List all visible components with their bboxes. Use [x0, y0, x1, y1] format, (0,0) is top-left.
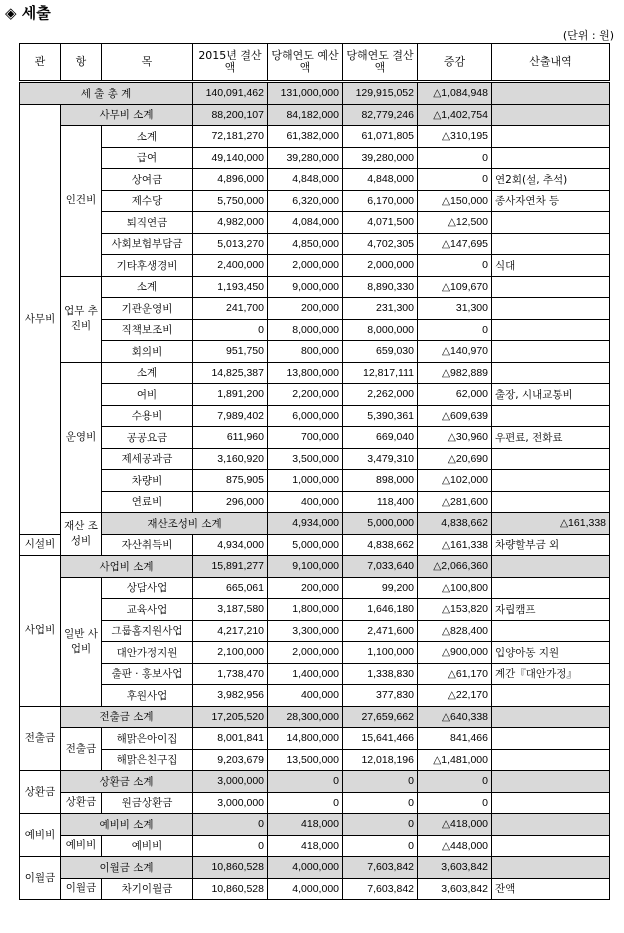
cell-v2015: 17,205,520: [193, 706, 268, 728]
cell-budget: 4,850,000: [268, 233, 343, 255]
cell-note: 식대: [492, 255, 610, 277]
group-saeopbi: 사업비: [20, 556, 61, 707]
header-mok: 목: [102, 44, 193, 82]
cell-v2015: 4,982,000: [193, 212, 268, 234]
cell-diff: △448,000: [418, 835, 492, 857]
cell-budget: 4,084,000: [268, 212, 343, 234]
cell-actual: 659,030: [343, 341, 418, 363]
cell-actual: 377,830: [343, 685, 418, 707]
cell-actual: 0: [343, 814, 418, 836]
cell-note: 잔액: [492, 878, 610, 900]
item-label: 상여금: [102, 169, 193, 191]
cell-actual: 6,170,000: [343, 190, 418, 212]
cell-diff: △100,800: [418, 577, 492, 599]
cell-v2015: 49,140,000: [193, 147, 268, 169]
cell-actual: 898,000: [343, 470, 418, 492]
header-2015: 2015년 결산액: [193, 44, 268, 82]
cell-diff: 31,300: [418, 298, 492, 320]
cell-actual: 39,280,000: [343, 147, 418, 169]
cell-diff: △982,889: [418, 362, 492, 384]
subtotal-label: 이월금 소계: [61, 857, 193, 879]
table-row: [20, 599, 610, 621]
cell-diff: △609,639: [418, 405, 492, 427]
cell-diff: △140,970: [418, 341, 492, 363]
cell-v2015: 3,000,000: [193, 792, 268, 814]
cell-actual: 1,646,180: [343, 599, 418, 621]
cell-budget: 84,182,000: [268, 104, 343, 126]
item-label: 소계: [102, 362, 193, 384]
item-label: 그룹홈지원사업: [102, 620, 193, 642]
table-row: [20, 233, 610, 255]
cell-budget: 8,000,000: [268, 319, 343, 341]
header-hang: 항: [61, 44, 102, 82]
cell-note: [492, 405, 610, 427]
cell-diff: △109,670: [418, 276, 492, 298]
item-label: 차량비: [102, 470, 193, 492]
cell-actual: 3,479,310: [343, 448, 418, 470]
item-label: 교육사업: [102, 599, 193, 621]
cell-note: 입양아동 지원: [492, 642, 610, 664]
cell-budget: 131,000,000: [268, 82, 343, 105]
cell-diff: △102,000: [418, 470, 492, 492]
subtotal-label: 재산조성비 소계: [102, 513, 268, 535]
table-row: [20, 427, 610, 449]
cell-actual: 1,338,830: [343, 663, 418, 685]
cell-actual: 4,838,662: [418, 513, 492, 535]
cell-note: 종사자연차 등: [492, 190, 610, 212]
item-label: 출판 · 홍보사업: [102, 663, 193, 685]
cell-diff: △1,402,754: [418, 104, 492, 126]
cell-diff: 0: [418, 792, 492, 814]
cell-budget: 2,000,000: [268, 642, 343, 664]
cell-note: [492, 298, 610, 320]
cell-note: [492, 835, 610, 857]
cell-budget: 2,200,000: [268, 384, 343, 406]
item-label: 소계: [102, 126, 193, 148]
item-label: 해맑은아이집: [102, 728, 193, 750]
cell-actual: 4,071,500: [343, 212, 418, 234]
table-row: [20, 82, 610, 105]
cell-budget: 700,000: [268, 427, 343, 449]
table-row: [20, 642, 610, 664]
cell-v2015: 0: [193, 835, 268, 857]
cell-actual: 1,100,000: [343, 642, 418, 664]
cell-budget: 28,300,000: [268, 706, 343, 728]
cell-note: [492, 147, 610, 169]
cell-diff: △20,690: [418, 448, 492, 470]
cell-diff: △418,000: [418, 814, 492, 836]
cell-diff: 3,603,842: [418, 857, 492, 879]
table-row: [20, 577, 610, 599]
cell-v2015: 3,187,580: [193, 599, 268, 621]
table-row: [20, 792, 610, 814]
group-siseolbi: 시설비: [20, 534, 61, 556]
cell-note: [492, 556, 610, 578]
cell-diff: △153,820: [418, 599, 492, 621]
subtotal-label: 사업비 소계: [61, 556, 193, 578]
group-ilban: 일반 사업비: [61, 577, 102, 706]
cell-budget: 5,000,000: [268, 534, 343, 556]
cell-note: [492, 212, 610, 234]
table-row: [20, 448, 610, 470]
table-row: [20, 620, 610, 642]
group-iwolgeum: 이월금: [61, 878, 102, 900]
table-row: [20, 857, 610, 879]
group-ingeonbi: 인건비: [61, 126, 102, 277]
item-label: 기관운영비: [102, 298, 193, 320]
cell-v2015: 0: [193, 319, 268, 341]
cell-budget: 418,000: [268, 814, 343, 836]
cell-v2015: 1,738,470: [193, 663, 268, 685]
cell-actual: 4,702,305: [343, 233, 418, 255]
cell-v2015: 2,100,000: [193, 642, 268, 664]
cell-diff: △1,481,000: [418, 749, 492, 771]
item-label: 사회보험부담금: [102, 233, 193, 255]
table-row: [20, 276, 610, 298]
total-label: 세 출 총 계: [20, 82, 193, 105]
cell-note: [492, 341, 610, 363]
cell-diff: △161,338: [418, 534, 492, 556]
cell-v2015: 72,181,270: [193, 126, 268, 148]
subtotal-label: 상환금 소계: [61, 771, 193, 793]
cell-actual: 0: [343, 771, 418, 793]
item-label: 수용비: [102, 405, 193, 427]
item-label: 여비: [102, 384, 193, 406]
group-yebibi: 예비비: [61, 835, 102, 857]
table-row: [20, 362, 610, 384]
cell-note: 자립캠프: [492, 599, 610, 621]
cell-diff: △22,170: [418, 685, 492, 707]
cell-budget: 2,000,000: [268, 255, 343, 277]
cell-note: [492, 685, 610, 707]
cell-note: [492, 362, 610, 384]
group-jeonchulgeum: 전출금: [20, 706, 61, 771]
cell-diff: △30,960: [418, 427, 492, 449]
cell-budget: 39,280,000: [268, 147, 343, 169]
cell-v2015: 9,203,679: [193, 749, 268, 771]
cell-v2015: 2,400,000: [193, 255, 268, 277]
table-row: [20, 835, 610, 857]
subtotal-label: 전출금 소계: [61, 706, 193, 728]
cell-note: [492, 857, 610, 879]
cell-actual: 7,603,842: [343, 857, 418, 879]
cell-budget: 418,000: [268, 835, 343, 857]
cell-v2015: 665,061: [193, 577, 268, 599]
cell-diff: △147,695: [418, 233, 492, 255]
cell-actual: 4,848,000: [343, 169, 418, 191]
cell-note: [492, 448, 610, 470]
cell-diff: △61,170: [418, 663, 492, 685]
cell-diff: 3,603,842: [418, 878, 492, 900]
cell-budget: 3,500,000: [268, 448, 343, 470]
cell-actual: 12,018,196: [343, 749, 418, 771]
cell-actual: 669,040: [343, 427, 418, 449]
header-note: 산출내역: [492, 44, 610, 82]
cell-actual: 2,000,000: [343, 255, 418, 277]
item-label: 회의비: [102, 341, 193, 363]
cell-actual: 129,915,052: [343, 82, 418, 105]
header-gwan: 관: [20, 44, 61, 82]
item-label: 직책보조비: [102, 319, 193, 341]
cell-diff: 0: [418, 255, 492, 277]
item-label: 상담사업: [102, 577, 193, 599]
cell-diff: △900,000: [418, 642, 492, 664]
table-body: [20, 82, 610, 900]
table-row: [20, 728, 610, 750]
item-label: 소계: [102, 276, 193, 298]
cell-actual: 0: [343, 835, 418, 857]
cell-diff: △640,338: [418, 706, 492, 728]
cell-note: [492, 233, 610, 255]
cell-actual: 2,471,600: [343, 620, 418, 642]
expenditure-table: [19, 43, 610, 900]
cell-diff: △150,000: [418, 190, 492, 212]
cell-budget: 9,000,000: [268, 276, 343, 298]
cell-budget: 0: [268, 792, 343, 814]
table-row: [20, 255, 610, 277]
subtotal-label: 예비비 소계: [61, 814, 193, 836]
cell-v2015: 5,013,270: [193, 233, 268, 255]
cell-budget: 3,300,000: [268, 620, 343, 642]
cell-budget: 6,320,000: [268, 190, 343, 212]
cell-note: [492, 104, 610, 126]
item-label: 제수당: [102, 190, 193, 212]
unit-label: (단위 : 원): [562, 29, 614, 42]
cell-v2015: 951,750: [193, 341, 268, 363]
header-diff: 증감: [418, 44, 492, 82]
item-label: 기타후생경비: [102, 255, 193, 277]
cell-v2015: 3,982,956: [193, 685, 268, 707]
table-row: [20, 556, 610, 578]
cell-budget: 4,848,000: [268, 169, 343, 191]
cell-v2015: 611,960: [193, 427, 268, 449]
cell-v2015: 1,193,450: [193, 276, 268, 298]
group-unyeongbi: 운영비: [61, 362, 102, 513]
cell-budget: 14,800,000: [268, 728, 343, 750]
cell-v2015: 10,860,528: [193, 857, 268, 879]
cell-note: [492, 126, 610, 148]
cell-actual: 15,641,466: [343, 728, 418, 750]
cell-v2015: 8,001,841: [193, 728, 268, 750]
cell-actual: 0: [343, 792, 418, 814]
cell-v2015: 10,860,528: [193, 878, 268, 900]
cell-budget: 200,000: [268, 298, 343, 320]
cell-budget: 4,000,000: [268, 878, 343, 900]
table-row: [20, 104, 610, 126]
cell-actual: 2,262,000: [343, 384, 418, 406]
cell-budget: 9,100,000: [268, 556, 343, 578]
cell-v2015: 15,891,277: [193, 556, 268, 578]
cell-v2015: 296,000: [193, 491, 268, 513]
cell-budget: 4,000,000: [268, 857, 343, 879]
cell-v2015: 4,896,000: [193, 169, 268, 191]
group-sanghwangeum: 상환금: [61, 792, 102, 814]
cell-diff: 0: [418, 319, 492, 341]
cell-v2015: 875,905: [193, 470, 268, 492]
item-label: 예비비: [102, 835, 193, 857]
page-title: ◈ 세출: [5, 4, 51, 22]
cell-actual: 8,000,000: [343, 319, 418, 341]
cell-note: [492, 470, 610, 492]
cell-note: 연2회(설, 추석): [492, 169, 610, 191]
cell-budget: 400,000: [268, 685, 343, 707]
table-row: [20, 169, 610, 191]
cell-v2015: 3,000,000: [193, 771, 268, 793]
item-label: 자산취득비: [102, 534, 193, 556]
table-row: [20, 212, 610, 234]
table-row: [20, 341, 610, 363]
cell-note: [492, 620, 610, 642]
cell-v2015: 241,700: [193, 298, 268, 320]
cell-budget: 13,800,000: [268, 362, 343, 384]
item-label: 해맑은친구집: [102, 749, 193, 771]
cell-actual: 5,390,361: [343, 405, 418, 427]
cell-diff: 0: [418, 169, 492, 191]
table-row: [20, 298, 610, 320]
cell-actual: 231,300: [343, 298, 418, 320]
cell-actual: 8,890,330: [343, 276, 418, 298]
cell-diff: △12,500: [418, 212, 492, 234]
cell-v2015: 4,934,000: [193, 534, 268, 556]
cell-note: [492, 749, 610, 771]
cell-budget: 5,000,000: [343, 513, 418, 535]
cell-diff: △2,066,360: [418, 556, 492, 578]
cell-actual: 4,838,662: [343, 534, 418, 556]
header-actual: 당해연도 결산액: [343, 44, 418, 82]
cell-v2015: 140,091,462: [193, 82, 268, 105]
cell-note: [492, 814, 610, 836]
cell-budget: 0: [268, 771, 343, 793]
cell-note: 출장, 시내교통비: [492, 384, 610, 406]
cell-diff: 62,000: [418, 384, 492, 406]
table-row: [20, 491, 610, 513]
header-budget: 당해연도 예산액: [268, 44, 343, 82]
cell-diff: △1,084,948: [418, 82, 492, 105]
cell-v2015: 88,200,107: [193, 104, 268, 126]
cell-actual: 118,400: [343, 491, 418, 513]
cell-note: 계간『대안가정』: [492, 663, 610, 685]
group-samubi: 사무비: [20, 104, 61, 534]
table-row: [20, 685, 610, 707]
cell-note: [492, 728, 610, 750]
item-label: 퇴직연금: [102, 212, 193, 234]
item-label: 원금상환금: [102, 792, 193, 814]
table-row: [20, 878, 610, 900]
cell-actual: 82,779,246: [343, 104, 418, 126]
cell-budget: 13,500,000: [268, 749, 343, 771]
cell-v2015: 1,891,200: [193, 384, 268, 406]
table-row: [20, 663, 610, 685]
cell-actual: 12,817,111: [343, 362, 418, 384]
cell-budget: 800,000: [268, 341, 343, 363]
table-row: [20, 771, 610, 793]
cell-actual: 7,603,842: [343, 878, 418, 900]
group-jaesan: 재산 조성비: [61, 513, 102, 556]
cell-v2015: 3,160,920: [193, 448, 268, 470]
cell-note: [492, 82, 610, 105]
cell-v2015: 4,934,000: [268, 513, 343, 535]
cell-v2015: 5,750,000: [193, 190, 268, 212]
cell-budget: 200,000: [268, 577, 343, 599]
table-row: [20, 706, 610, 728]
table-row: [20, 470, 610, 492]
table-row: [20, 534, 610, 556]
cell-note: [492, 276, 610, 298]
header-row: [20, 44, 610, 82]
cell-diff: △828,400: [418, 620, 492, 642]
table-row: [20, 749, 610, 771]
item-label: 후원사업: [102, 685, 193, 707]
item-label: 차기이월금: [102, 878, 193, 900]
cell-diff: 0: [418, 147, 492, 169]
cell-v2015: 14,825,387: [193, 362, 268, 384]
cell-diff: △161,338: [492, 513, 610, 535]
cell-note: [492, 577, 610, 599]
group-eommu: 업무 추진비: [61, 276, 102, 362]
cell-note: [492, 491, 610, 513]
cell-note: [492, 771, 610, 793]
cell-actual: 7,033,640: [343, 556, 418, 578]
table-row: [20, 126, 610, 148]
group-sanghwangeum: 상환금: [20, 771, 61, 814]
cell-v2015: 7,989,402: [193, 405, 268, 427]
table-row: [20, 147, 610, 169]
table-row: [20, 190, 610, 212]
cell-budget: 61,382,000: [268, 126, 343, 148]
group-iwolgeum: 이월금: [20, 857, 61, 900]
cell-budget: 400,000: [268, 491, 343, 513]
cell-budget: 1,000,000: [268, 470, 343, 492]
cell-note: 차량할부금 외: [492, 534, 610, 556]
cell-budget: 1,800,000: [268, 599, 343, 621]
subtotal-label: 사무비 소계: [61, 104, 193, 126]
item-label: 연료비: [102, 491, 193, 513]
cell-actual: 27,659,662: [343, 706, 418, 728]
table-row: [20, 384, 610, 406]
item-label: 급여: [102, 147, 193, 169]
table-row: [20, 513, 610, 535]
cell-v2015: 0: [193, 814, 268, 836]
cell-v2015: 4,217,210: [193, 620, 268, 642]
group-yebibi: 예비비: [20, 814, 61, 857]
cell-diff: 841,466: [418, 728, 492, 750]
cell-diff: △281,600: [418, 491, 492, 513]
cell-budget: 1,400,000: [268, 663, 343, 685]
cell-diff: 0: [418, 771, 492, 793]
table-row: [20, 405, 610, 427]
table-row: [20, 814, 610, 836]
cell-actual: 99,200: [343, 577, 418, 599]
cell-budget: 6,000,000: [268, 405, 343, 427]
cell-note: [492, 319, 610, 341]
cell-diff: △310,195: [418, 126, 492, 148]
item-label: 제세공과금: [102, 448, 193, 470]
group-jeonchulgeum: 전출금: [61, 728, 102, 771]
cell-note: 우편료, 전화료: [492, 427, 610, 449]
cell-note: [492, 706, 610, 728]
item-label: 대안가정지원: [102, 642, 193, 664]
cell-actual: 61,071,805: [343, 126, 418, 148]
cell-note: [492, 792, 610, 814]
item-label: 공공요금: [102, 427, 193, 449]
table-row: [20, 319, 610, 341]
